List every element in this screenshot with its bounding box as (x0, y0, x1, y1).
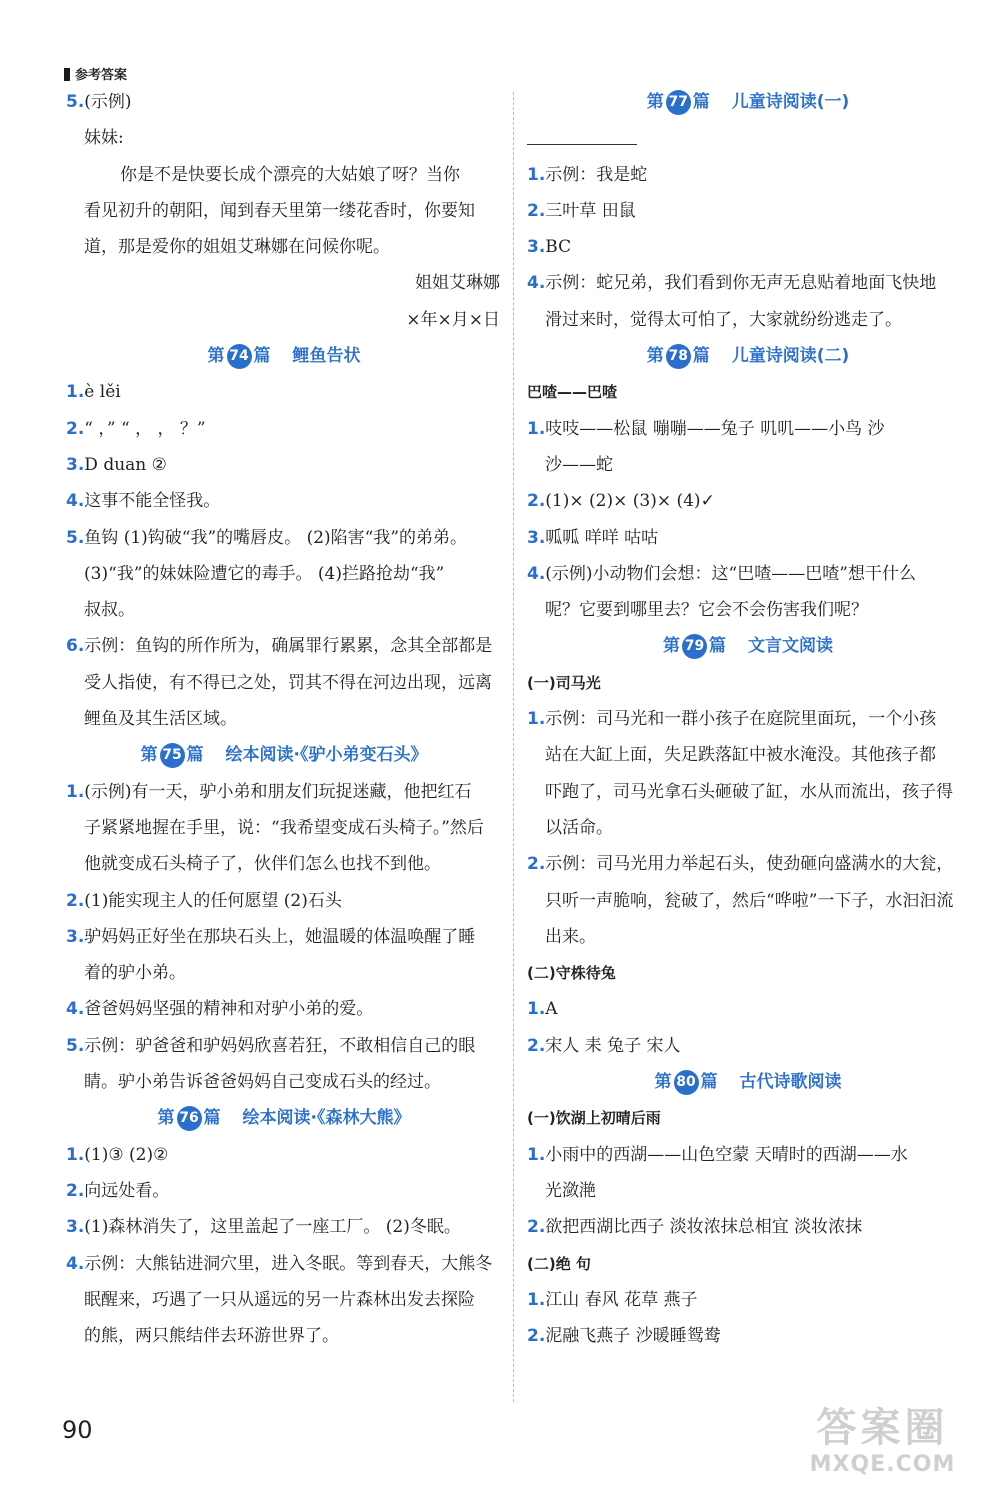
item-number: 4. (527, 273, 546, 294)
answer-item (66, 919, 502, 955)
answer-line (66, 157, 502, 193)
item-number: 2. (527, 200, 546, 221)
subsection-heading: (二)绝 句 (527, 1254, 591, 1273)
section-title (527, 84, 969, 120)
answer-text: 驴妈妈正好坐在那块石头上，她温暖的体温唤醒了睡 (84, 926, 476, 947)
item-number: 3. (527, 237, 546, 258)
answer-item (527, 265, 969, 301)
answer-text: 妹妹: (84, 128, 124, 149)
answer-item (527, 846, 969, 882)
answer-text: 他就变成石头椅子了，伙伴们怎么也找不到他。 (84, 854, 441, 875)
item-number: 3. (66, 1217, 85, 1238)
answer-text: 呢？它要到哪里去？它会不会伤害我们呢？ (545, 600, 868, 621)
answer-text: 看见初升的朝阳，闻到春天里第一缕花香时，你要知 (84, 200, 475, 221)
item-number: 1. (66, 382, 85, 403)
answer-text: D duan ② (84, 454, 167, 475)
watermark-logo (790, 1405, 975, 1479)
title-prefix: 第 (157, 1108, 175, 1129)
answer-item (66, 1028, 502, 1064)
answer-text: 你是不是快要长成个漂亮的大姑娘了呀？当你 (120, 164, 460, 185)
answer-text: 站在大缸上面，失足跌落缸中被水淹没。其他孩子都 (545, 745, 936, 766)
answer-line (527, 592, 969, 628)
section-title (527, 338, 969, 374)
answer-text: 向远处看。 (84, 1180, 170, 1201)
answer-text: 泥融飞燕子 沙暖睡鸳鸯 (545, 1326, 721, 1347)
answer-line (66, 229, 502, 265)
answer-text: (3)“我”的妹妹险遭它的毒手。 (4)拦路抢劫“我” (84, 563, 445, 584)
answer-text: 小雨中的西湖——山色空蒙 天晴时的西湖——水 (545, 1144, 908, 1165)
watermark-main: 答案圈 (816, 1405, 949, 1451)
section-name: 绘本阅读·《森林大熊》 (242, 1108, 411, 1129)
answer-line (66, 265, 502, 301)
title-prefix: 第 (654, 1072, 672, 1093)
answer-item (66, 84, 502, 120)
answer-item (527, 556, 969, 592)
watermark-url: MXQE.COM (809, 1452, 956, 1477)
answer-text: 鱼钩 (1)钩破“我”的嘴唇皮。 (2)陷害“我”的弟弟。 (84, 527, 468, 548)
answer-text: 只听一声脆响，瓮破了，然后“哗啦”一下子，水汩汩流 (545, 890, 954, 911)
header-bar-mark (64, 68, 70, 81)
blank-underline (527, 128, 637, 145)
item-number: 3. (66, 926, 85, 947)
answer-item (527, 1028, 969, 1064)
title-prefix: 第 (207, 346, 225, 367)
subsection-heading: (一)饮湖上初晴后雨 (527, 1109, 661, 1128)
section-title (527, 1064, 969, 1100)
answer-item (66, 1246, 502, 1282)
title-prefix: 第 (646, 346, 664, 367)
section-number-badge: 77 (666, 90, 691, 115)
answer-text: 睛。驴小弟告诉爸爸妈妈自己变成石头的经过。 (84, 1072, 441, 1093)
answer-text: 以活命。 (545, 817, 613, 838)
answer-item (527, 157, 969, 193)
answer-line (527, 810, 969, 846)
section-name: 鲤鱼告状 (292, 346, 361, 367)
item-number: 4. (66, 491, 85, 512)
answer-text: 道，那是爱你的姐姐艾琳娜在问候你呢。 (84, 237, 390, 258)
answer-item (527, 229, 969, 265)
answer-text: (1)× (2)× (3)× (4)✓ (545, 491, 715, 512)
answer-item (66, 483, 502, 519)
answer-text: 受人指使，有不得已之处，罚其不得在河边出现，远离 (84, 672, 492, 693)
right-column (527, 84, 969, 1354)
item-number: 2. (527, 1035, 546, 1056)
title-suffix: 篇 (692, 92, 710, 112)
left-column (66, 84, 502, 1354)
section-title (527, 628, 969, 664)
answer-text: 欲把西湖比西子 淡妆浓抹总相宜 淡妆浓抹 (545, 1217, 863, 1238)
item-number: 1. (527, 1144, 546, 1165)
answer-item (66, 374, 502, 410)
answer-text: BC (545, 237, 572, 258)
answer-line (527, 737, 969, 773)
answer-item (527, 520, 969, 556)
item-number: 1. (527, 418, 546, 439)
title-suffix: 篇 (186, 745, 204, 766)
answer-text: 吓跑了，司马光拿石头砸破了缸，水从而流出，孩子得 (545, 781, 953, 802)
section-number-badge: 74 (227, 344, 252, 369)
answer-line (527, 919, 969, 955)
item-number: 2. (527, 854, 546, 875)
answer-item (527, 193, 969, 229)
answer-line (527, 774, 969, 810)
subsection-heading: (二)守株待兔 (527, 964, 616, 983)
section-title (66, 737, 502, 773)
answer-item (527, 1318, 969, 1354)
section-name: 儿童诗阅读(一) (731, 92, 850, 112)
answer-line (66, 1282, 502, 1318)
page-number: 90 (62, 1416, 93, 1444)
item-number: 4. (66, 1253, 85, 1274)
answer-text: 沙——蛇 (545, 454, 613, 475)
answer-text: (1)能实现主人的任何愿望 (2)石头 (84, 890, 342, 911)
answer-item (66, 1137, 502, 1173)
item-number: 2. (527, 1326, 546, 1347)
answer-item (66, 1173, 502, 1209)
section-number-badge: 79 (682, 634, 707, 659)
item-number: 1. (66, 1144, 85, 1165)
answer-line (66, 1064, 502, 1100)
header-label: 参考答案 (75, 68, 128, 83)
item-number: 2. (527, 491, 546, 512)
answer-text: 着的驴小弟。 (84, 963, 186, 984)
answer-text: 呱呱 咩咩 咕咕 (545, 527, 659, 548)
section-name: 文言文阅读 (748, 636, 833, 657)
item-number: 4. (66, 999, 85, 1020)
title-prefix: 第 (140, 745, 158, 766)
item-number: 1. (527, 999, 546, 1020)
answer-text: 光潋滟 (545, 1180, 596, 1201)
answer-line (66, 592, 502, 628)
answer-text: 三叶草 田鼠 (545, 200, 636, 221)
item-number: 3. (66, 454, 85, 475)
answer-item (527, 1282, 969, 1318)
answer-item (66, 883, 502, 919)
section-name: 儿童诗阅读(二) (731, 346, 850, 367)
item-number: 6. (66, 636, 85, 657)
answer-line (66, 810, 502, 846)
answer-text: A (545, 999, 558, 1020)
answer-item (527, 483, 969, 519)
item-number: 4. (527, 563, 546, 584)
title-prefix: 第 (646, 92, 664, 112)
answer-item (66, 447, 502, 483)
title-suffix: 篇 (692, 346, 710, 367)
answer-line (66, 701, 502, 737)
answer-item (66, 774, 502, 810)
item-number: 1. (66, 781, 85, 802)
column-divider (513, 92, 514, 1402)
answer-line (527, 883, 969, 919)
answer-text: 叔叔。 (84, 600, 135, 621)
answer-item (527, 411, 969, 447)
answer-line (66, 846, 502, 882)
item-number: 5. (66, 92, 85, 112)
item-number: 1. (527, 709, 546, 730)
answer-text: 鲤鱼及其生活区域。 (84, 709, 237, 730)
answer-text: 示例：蛇兄弟，我们看到你无声无息贴着地面飞快地 (545, 273, 937, 294)
answer-text: 眠醒来，巧遇了一只从遥远的另一片森林出发去探险 (84, 1289, 475, 1310)
answer-text: 出来。 (545, 926, 596, 947)
answer-text: 示例：司马光和一群小孩子在庭院里面玩，一个小孩 (545, 709, 937, 730)
title-suffix: 篇 (709, 636, 726, 657)
section-number-badge: 75 (160, 743, 185, 768)
answer-line (66, 955, 502, 991)
answer-text: 示例：大熊钻进洞穴里，进入冬眠。等到春天，大熊冬 (84, 1253, 493, 1274)
answer-text: 示例：司马光用力举起石头，使劲砸向盛满水的大瓮， (545, 854, 954, 875)
section-title (66, 1100, 502, 1136)
answer-line (527, 302, 969, 338)
answer-item (527, 1209, 969, 1245)
item-number: 5. (66, 1035, 85, 1056)
answer-line (66, 665, 502, 701)
item-number: 1. (527, 164, 546, 185)
section-name: 绘本阅读·《驴小弟变石头》 (225, 745, 428, 766)
item-number: 2. (66, 1180, 85, 1201)
answer-item (527, 991, 969, 1027)
item-number: 2. (66, 890, 85, 911)
answer-text: è lěi (84, 382, 121, 403)
section-header (64, 64, 127, 83)
answer-text: 示例：驴爸爸和驴妈妈欣喜若狂，不敢相信自己的眼 (84, 1035, 476, 1056)
item-number: 3. (527, 527, 546, 548)
answer-text: (示例)小动物们会想：这“巴喳——巴喳”想干什么 (545, 563, 916, 584)
item-number: 2. (527, 1217, 546, 1238)
answer-text: 宋人 耒 兔子 宋人 (545, 1035, 681, 1056)
answer-text: 这事不能全怪我。 (84, 491, 221, 512)
answer-item (66, 411, 502, 447)
answer-text: (1)③ (2)② (84, 1144, 169, 1165)
answer-text: 滑过来时，觉得太可怕了，大家就纷纷逃走了。 (545, 309, 902, 330)
answer-line (527, 1173, 969, 1209)
answer-item (527, 701, 969, 737)
answer-item (527, 1137, 969, 1173)
answer-line (66, 193, 502, 229)
item-number: 1. (527, 1289, 546, 1310)
item-number: 2. (66, 418, 85, 439)
answer-text: (示例)有一天，驴小弟和朋友们玩捉迷藏，他把红石 (84, 781, 472, 802)
answer-text: 示例：鱼钩的所作所为，确属罪行累累，念其全部都是 (84, 636, 493, 657)
answer-text: 的熊，两只熊结伴去环游世界了。 (84, 1326, 339, 1347)
answer-item (66, 520, 502, 556)
title-suffix: 篇 (700, 1072, 718, 1093)
answer-item (66, 1209, 502, 1245)
answer-line (527, 447, 969, 483)
answer-line (66, 1318, 502, 1354)
answer-line (66, 120, 502, 156)
answer-text: 爸爸妈妈坚强的精神和对驴小弟的爱。 (84, 999, 374, 1020)
answer-item (66, 628, 502, 664)
answer-text: (1)森林消失了，这里盖起了一座工厂。 (2)冬眠。 (84, 1217, 461, 1238)
title-prefix: 第 (663, 636, 680, 657)
answer-text: 吱吱——松鼠 嘣嘣——兔子 叽叽——小鸟 沙 (545, 418, 885, 439)
answer-item (66, 991, 502, 1027)
section-name: 古代诗歌阅读 (739, 1072, 842, 1093)
subsection-heading: (一)司马光 (527, 673, 601, 692)
answer-text: 姐姐艾琳娜 (415, 273, 500, 294)
section-number-badge: 76 (177, 1106, 202, 1131)
title-suffix: 篇 (203, 1108, 221, 1129)
answer-line (66, 556, 502, 592)
subsection-heading: 巴喳——巴喳 (527, 383, 618, 402)
answer-text: (示例) (84, 92, 132, 112)
answer-blank-line (527, 120, 969, 156)
answer-text: ×年×月×日 (406, 309, 500, 330)
answer-text: “ ，” “ ， ， ？” (84, 418, 206, 439)
answer-text: 子紧紧地握在手里，说：“我希望变成石头椅子。”然后 (84, 817, 484, 838)
answer-text: 示例：我是蛇 (545, 164, 648, 185)
title-suffix: 篇 (253, 346, 271, 367)
answer-line (66, 302, 502, 338)
item-number: 5. (66, 527, 85, 548)
answer-text: 江山 春风 花草 燕子 (545, 1289, 698, 1310)
section-title (66, 338, 502, 374)
section-number-badge: 80 (674, 1070, 699, 1095)
section-number-badge: 78 (666, 344, 691, 369)
